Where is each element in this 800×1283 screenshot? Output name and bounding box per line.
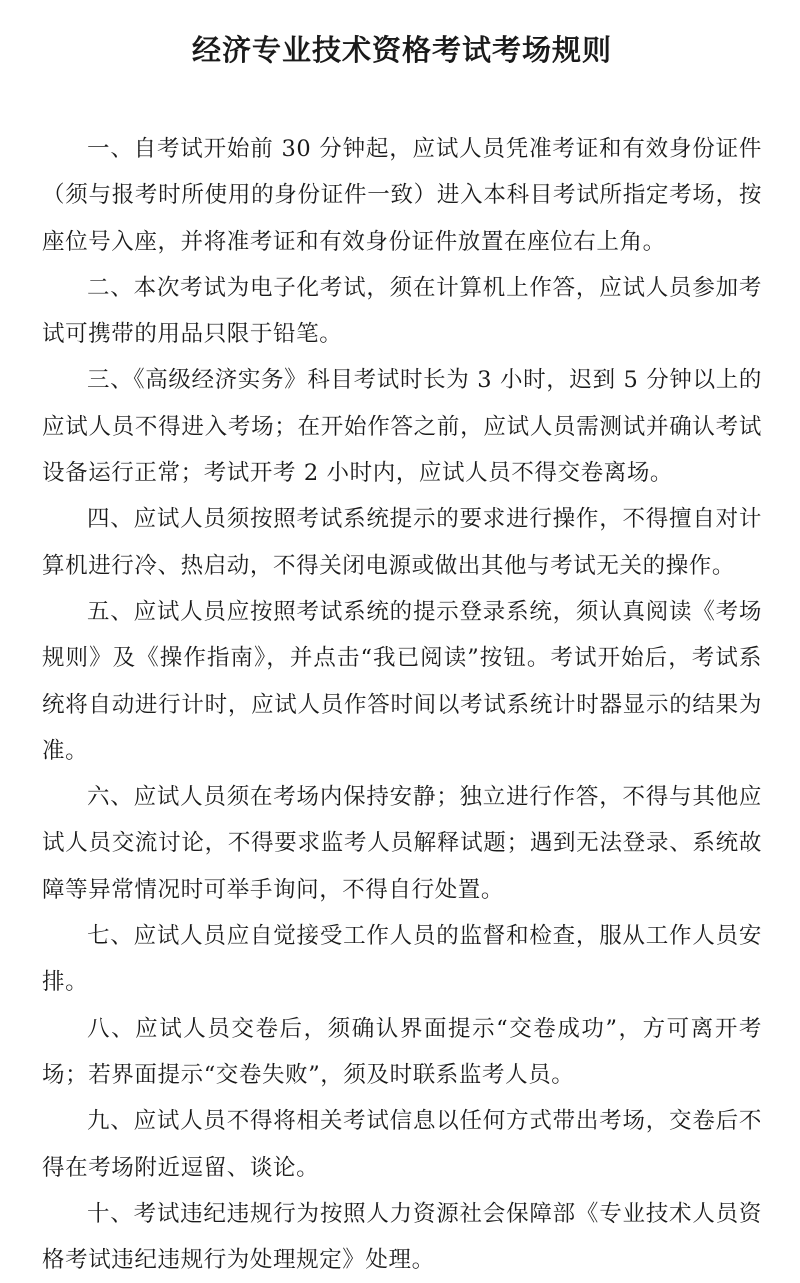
- rule-8: 八、应试人员交卷后，须确认界面提示“交卷成功”，方可离开考场；若界面提示“交卷失败”，须及时联系监考人员。: [42, 1015, 762, 1088]
- document-title: 经济专业技术资格考试考场规则: [191, 33, 612, 67]
- rule-2: 二、本次考试为电子化考试，须在计算机上作答，应试人员参加考试可携带的用品只限于铅笔。: [42, 274, 762, 348]
- rule-9: 九、应试人员不得将相关考试信息以任何方式带出考场，交卷后不得在考场附近逗留、谈论。: [42, 1108, 762, 1181]
- rules-list: [42, 126, 762, 1283]
- rule-10: 十、考试违纪违规行为按照人力资源社会保障部《专业技术人员资格考试违纪违规行为处理规定》处理。: [42, 1200, 762, 1274]
- rule-4: 四、应试人员须按照考试系统提示的要求进行操作，不得擅自对计算机进行冷、热启动，不得关闭电源或做出其他与考试无关的操作。: [42, 506, 762, 579]
- rule-1: 一、自考试开始前 30 分钟起，应试人员凭准考证和有效身份证件（须与报考时所使用的身份证件一致）进入本科目考试所指定考场，按座位号入座，并将准考证和有效身份证件放置在座位右上角。: [42, 136, 762, 255]
- rule-7: 七、应试人员应自觉接受工作人员的监督和检查，服从工作人员安排。: [42, 923, 762, 996]
- rule-6: 六、应试人员须在考场内保持安静；独立进行作答，不得与其他应试人员交流讨论，不得要求监考人员解释试题；遇到无法登录、系统故障等异常情况时可举手询问，不得自行处置。: [42, 784, 762, 903]
- rule-3: 三、《高级经济实务》科目考试时长为 3 小时，迟到 5 分钟以上的应试人员不得进入考场；在开始作答之前，应试人员需测试并确认考试设备运行正常；考试开考 2 小时内，应试人员不得交卷离场。: [42, 367, 762, 487]
- rule-5: 五、应试人员应按照考试系统的提示登录系统，须认真阅读《考场规则》及《操作指南》，并点击“我已阅读”按钮。考试开始后，考试系统将自动进行计时，应试人员作答时间以考试系统计时器显示的结果为准。: [42, 598, 762, 764]
